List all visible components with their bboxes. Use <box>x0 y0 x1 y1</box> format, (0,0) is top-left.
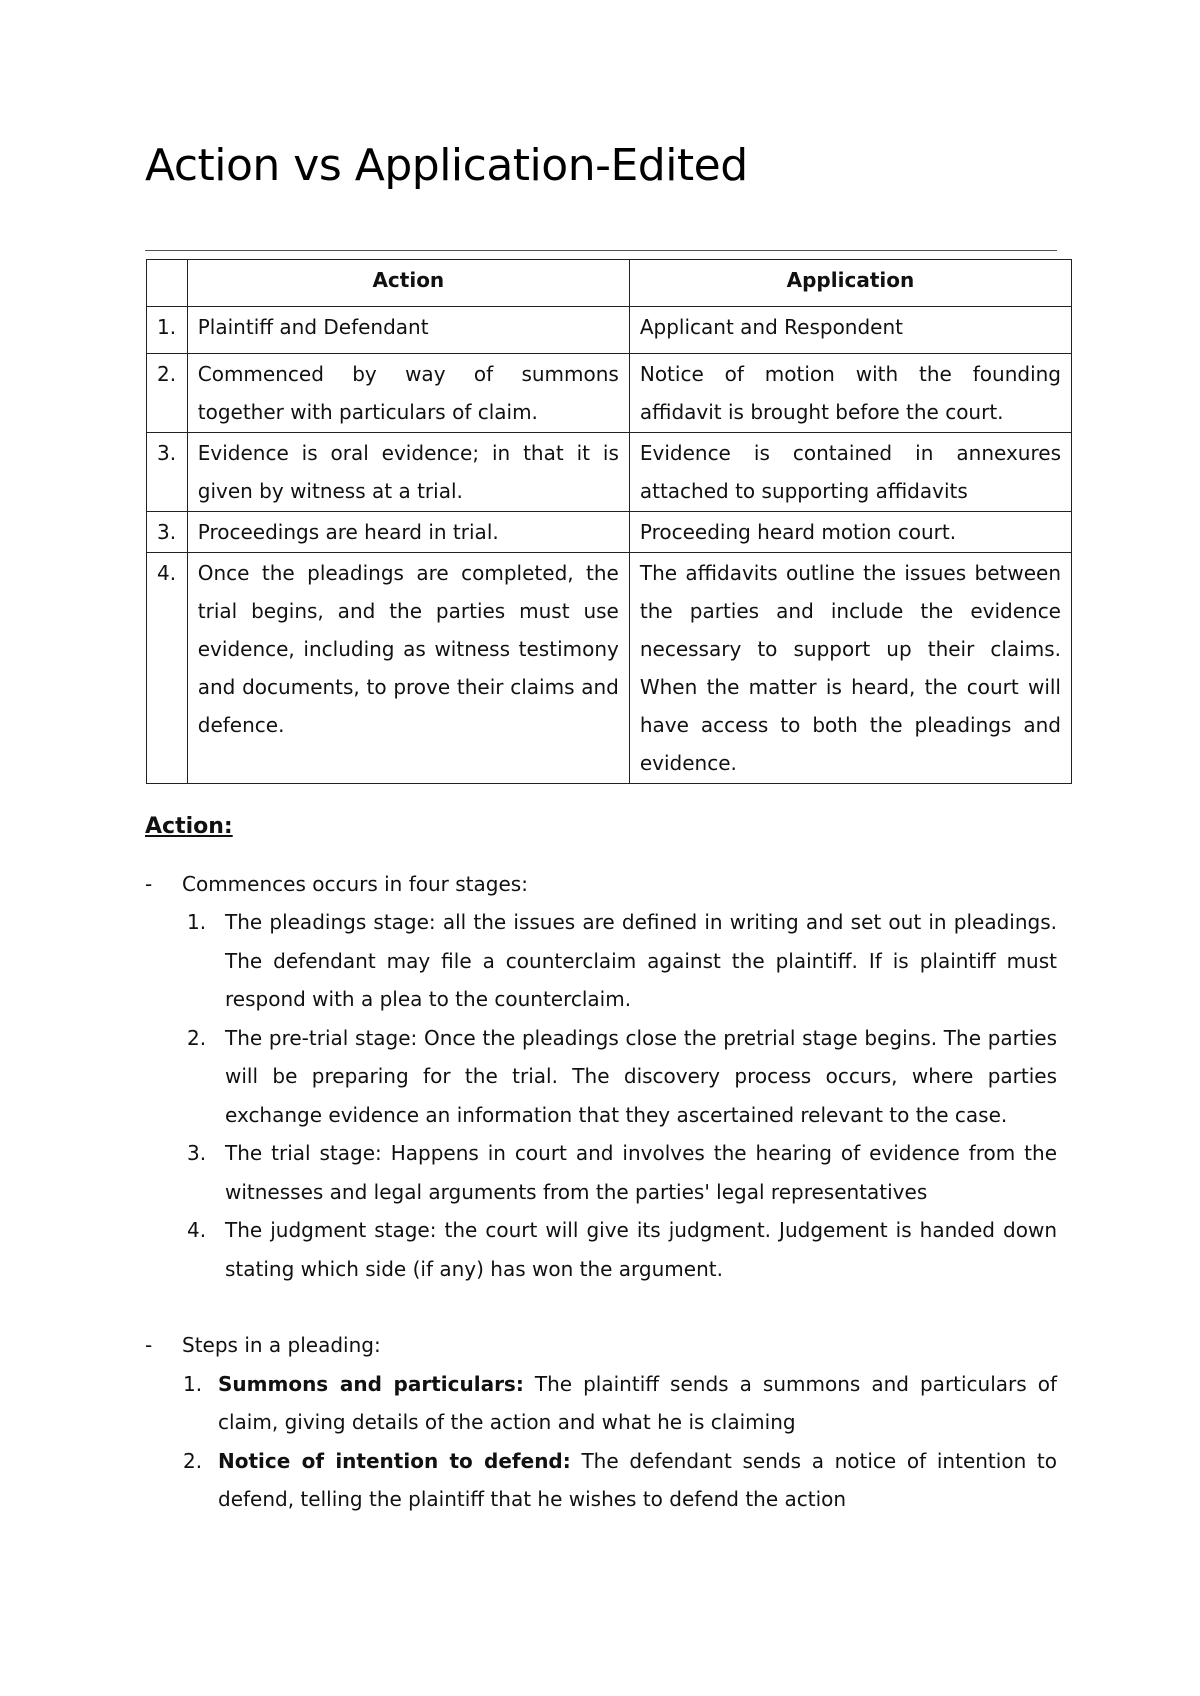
list-item <box>145 1442 1057 1519</box>
comparison-table <box>146 259 1072 784</box>
header-action: Action <box>187 260 629 307</box>
action-cell: Commenced by way of summons together with particulars of claim. <box>187 354 629 433</box>
header-application: Application <box>629 260 1071 307</box>
table-row <box>147 512 1072 553</box>
list-text: The trial stage: Happens in court and involves the hearing of evidence from the witnesses and legal arguments from the parties' legal representatives <box>225 1141 1057 1204</box>
title-underline-rule <box>145 250 1057 251</box>
dash-bullet: - <box>145 1333 153 1357</box>
list-number: 3. <box>187 1141 207 1165</box>
table-row <box>147 433 1072 512</box>
list-item <box>145 903 1057 1019</box>
list-item <box>145 1134 1057 1211</box>
list-text: The pre-trial stage: Once the pleadings close the pretrial stage begins. The parties will be preparing for the trial. The discovery process occurs, where parties exchange evidence an information that they ascertained relevant to the case. <box>225 1025 1057 1127</box>
row-number: 4. <box>147 553 188 784</box>
step-term: Summons and particulars: <box>218 1371 524 1396</box>
action-cell: Evidence is oral evidence; in that it is given by witness at a trial. <box>187 433 629 512</box>
table-row <box>147 553 1072 784</box>
list-text: The pleadings stage: all the issues are defined in writing and set out in pleadings. The defendant may file a counterclaim against the plaintiff. If is plaintiff must respond with a plea to the counterclaim. <box>225 910 1057 1011</box>
pleading-steps-list <box>145 1365 1057 1519</box>
list-number: 2. <box>187 1025 207 1050</box>
application-cell: The affidavits outline the issues between the parties and include the evidence necessary to support up their claims. When the matter is heard, the court will have access to both the pleadings and evidence. <box>629 553 1071 784</box>
list-number: 2. <box>183 1448 203 1473</box>
table-row <box>147 307 1072 354</box>
list-item <box>145 1211 1057 1288</box>
header-num-cell <box>147 260 188 307</box>
row-number: 3. <box>147 512 188 553</box>
action-cell: Proceedings are heard in trial. <box>187 512 629 553</box>
action-cell: Once the pleadings are completed, the trial begins, and the parties must use evidence, including as witness testimony and documents, to prove their claims and defence. <box>187 553 629 784</box>
document-title: Action vs Application-Edited <box>145 140 748 191</box>
table-row <box>147 354 1072 433</box>
list-number: 1. <box>187 910 207 934</box>
step-term: Notice of intention to defend: <box>218 1448 571 1473</box>
application-cell: Proceeding heard motion court. <box>629 512 1071 553</box>
list-item <box>145 1019 1057 1135</box>
list-number: 1. <box>183 1371 203 1396</box>
action-heading: Action: <box>145 814 233 839</box>
list-item <box>145 1365 1057 1442</box>
stages-intro: Commences occurs in four stages: <box>182 871 528 896</box>
application-cell: Evidence is contained in annexures attached to supporting affidavits <box>629 433 1071 512</box>
row-number: 3. <box>147 433 188 512</box>
row-number: 1. <box>147 307 188 354</box>
action-cell: Plaintiff and Defendant <box>187 307 629 354</box>
list-text: The plaintiff sends a summons and particulars of claim, giving details of the action and what he is claiming <box>218 1371 1057 1434</box>
dash-bullet: - <box>145 871 153 896</box>
list-text: The defendant sends a notice of intention to defend, telling the plaintiff that he wishes to defend the action <box>218 1448 1057 1511</box>
table-header-row <box>147 260 1072 307</box>
application-cell: Applicant and Respondent <box>629 307 1071 354</box>
list-text: The judgment stage: the court will give its judgment. Judgement is handed down stating which side (if any) has won the argument. <box>225 1218 1057 1281</box>
row-number: 2. <box>147 354 188 433</box>
action-section <box>145 808 1057 1519</box>
dash-item-pleading-steps <box>145 1326 1057 1365</box>
list-number: 4. <box>187 1218 207 1242</box>
pleading-steps-intro: Steps in a pleading: <box>182 1333 381 1357</box>
dash-item-stages <box>145 865 1057 904</box>
stages-list <box>145 903 1057 1288</box>
application-cell: Notice of motion with the founding affidavit is brought before the court. <box>629 354 1071 433</box>
